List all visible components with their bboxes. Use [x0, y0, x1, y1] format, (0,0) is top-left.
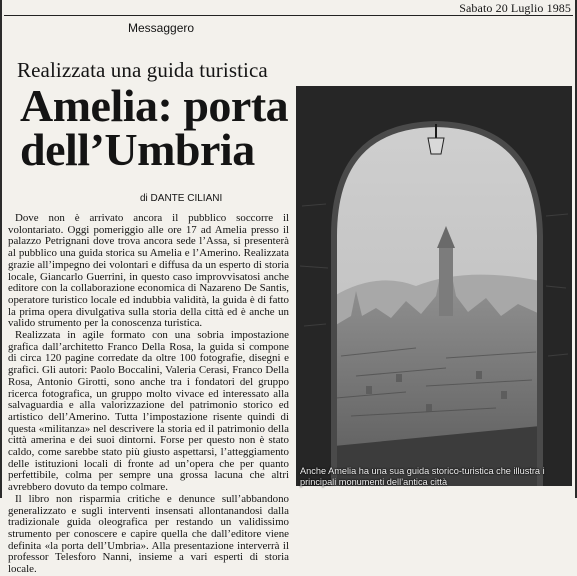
- article-kicker: Realizzata una guida turistica: [17, 58, 268, 82]
- header-rule: [4, 15, 573, 16]
- scan-edge-left: [0, 0, 2, 498]
- headline-line-1: Amelia: porta: [20, 80, 289, 131]
- photo-caption: Anche Amelia ha una sua guida storico-turistica che illustra i principali monumenti dell’antica città: [300, 466, 545, 487]
- paragraph: Dove non è arrivato ancora il pubblico soccorre il volontariato. Oggi pomeriggio alle ore 17 ad Amelia presso il palazzo Petrignani dove trova ancora sede l’Assa, si presenterà al pubblico una guida storica su Amelia e l’Amerino. Realizzata grazie all’impegno dei volontari e diffusa da un esperto di storia locale, Giancarlo Guerrini, in questo caso improvvisatosi anche editore con la collaborazione economica di Nazareno De Santis, operatore turistico locale ed indubbia validità, la guida è di fatto la prima opera divulgativa sulla storia della città ed è anche un valido strumento per la conoscenza turistica.: [8, 212, 289, 330]
- article-body: [8, 213, 289, 576]
- paragraph: Realizzata in agile formato con una sobria impostazione grafica dall’architetto Franco Della Rosa, la guida si compone di circa 120 pagine corredate da oltre 100 fotografie, disegni e grafici. Gli autori: Paolo Boccalini, Valeria Cerasi, Franco Della Rosa, Antonio Girotti, sono anche tra i fondatori del gruppo ricerca fotografica, un gruppo molto vivace ed interessato alla salvaguardia e alla valorizzazione del patrimonio storico ed artistico dell’Amerino. Tutta l’impostazione risente quindi di questa «militanza» nel descrivere la storia ed il patrimonio della città amerina e dei suoi dintorni. Forse per questo non è stato caldo, come sarebbe stato più giusto aspettarsi, l’atteggiamento delle istituzioni locali di fronte ad un’opera che per quanto perfettibile, colma per sempre una grossa lacuna che altri avrebbero dovuto da tempo colmare.: [8, 329, 289, 494]
- article-headline: [20, 80, 289, 175]
- issue-date: Sabato 20 Luglio 1985: [459, 1, 571, 15]
- headline-line-2: dell’Umbria: [20, 124, 255, 175]
- publication-name: Messaggero: [128, 21, 195, 35]
- article-byline: di DANTE CILIANI: [140, 193, 223, 204]
- article-photo: [296, 86, 572, 486]
- arch-gate-photo: [296, 86, 572, 486]
- paragraph: Il libro non risparmia critiche e denunce sull’abbandono generalizzato e sugli interventi insensati allontanandosi dalla tradizionale guida oleografica per restando un validissimo strumento per conoscere e capire quella che dall’editore viene definita «la porta dell’Umbria». Alla presentazione interverrà il professor Telesforo Nanni, insieme a vari esperti di storia locale.: [8, 492, 289, 576]
